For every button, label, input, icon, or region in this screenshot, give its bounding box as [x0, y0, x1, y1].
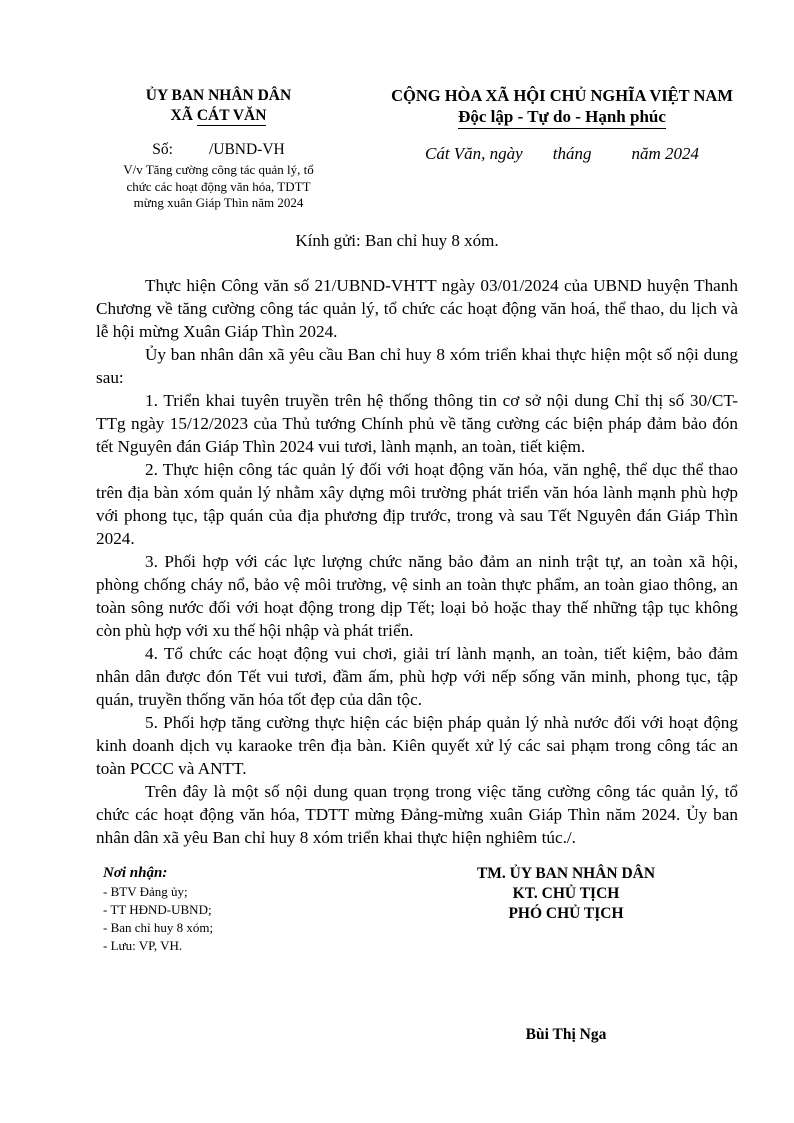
subject-line: mừng xuân Giáp Thìn năm 2024: [133, 195, 304, 210]
commune-prefix: XÃ: [170, 107, 197, 124]
signature-block: [430, 864, 702, 1045]
nation-name: CỘNG HÒA XÃ HỘI CHỦ NGHĨA VIỆT NAM: [391, 86, 733, 105]
receivers-title: Nơi nhận:: [103, 865, 168, 881]
national-motto: Độc lập - Tự do - Hạnh phúc: [458, 106, 666, 129]
document-body: [96, 274, 738, 849]
body-paragraph: Trên đây là một số nội dung quan trọng trong việc tăng cường công tác quản lý, tổ chức các hoạt động văn hóa, TDTT mừng Đảng-mừng xuân Giáp Thìn năm 2024. Ủy ban nhân dân xã yêu Ban chỉ huy 8 xóm triển khai thực hiện nghiêm túc./.: [96, 782, 738, 847]
signature-title-2: KT. CHỦ TỊCH: [512, 885, 620, 902]
receiver-item: - BTV Đảng ủy;: [103, 884, 188, 899]
body-paragraph: 5. Phối hợp tăng cường thực hiện các biện pháp quản lý nhà nước đối với hoạt động kinh doanh dịch vụ karaoke trên địa bàn. Kiên quyết xử lý các sai phạm trong công tác an toàn PCCC và ANTT.: [96, 713, 738, 778]
issuing-authority-block: [96, 86, 341, 212]
body-paragraph: 2. Thực hiện công tác quản lý đối với hoạt động văn hóa, văn nghệ, thể dục thể thao trên địa bàn xóm quản lý nhằm xây dựng môi trường phát triển văn hóa lành mạnh phù hợp với phong tục, tập quán của địa phương địp trước, trong và sau Tết Nguyên đán Giáp Thìn 2024.: [96, 460, 738, 548]
body-paragraph: Thực hiện Công văn số 21/UBND-VHTT ngày 03/01/2024 của UBND huyện Thanh Chương về tăng cường công tác quản lý, tổ chức các hoạt động văn hoá, thể thao, du lịch và lễ hội mừng Xuân Giáp Thìn 2024.: [96, 276, 738, 341]
document-number: [96, 140, 341, 160]
document-number-code: /UBND-VH: [208, 141, 285, 158]
subject-line: chức các hoạt động văn hóa, TDTT: [126, 178, 311, 194]
recipient-line: Kính gửi: Ban chỉ huy 8 xóm.: [295, 231, 499, 250]
receiver-item: - Ban chỉ huy 8 xóm;: [103, 920, 214, 935]
signer-name: Bùi Thị Nga: [525, 1026, 607, 1043]
body-paragraph: Ủy ban nhân dân xã yêu cầu Ban chỉ huy 8 xóm triển khai thực hiện một số nội dung sau:: [96, 345, 738, 387]
national-header-block: [362, 86, 762, 165]
commune-name: [96, 106, 341, 126]
commune-name-underlined: CÁT VĂN: [196, 107, 267, 124]
subject-line: V/v Tăng cường công tác quản lý, tổ: [123, 162, 314, 177]
body-paragraph: 3. Phối hợp với các lực lượng chức năng bảo đảm an ninh trật tự, an toàn xã hội, phòng chống cháy nổ, bảo vệ môi trường, vệ sinh an toàn thực phẩm, an toàn giao thông, an toàn sông nước đối với hoạt động trong dịp Tết; loại bỏ hoặc thay thế những tập tục không còn phù hợp với xu thế hội nhập và phát triển.: [96, 552, 738, 640]
authority-name: ỦY BAN NHÂN DÂN: [145, 87, 292, 104]
document-number-label: Số:: [152, 141, 173, 158]
receivers-block: [103, 864, 363, 955]
date-month: tháng: [552, 144, 592, 163]
date-year: năm 2024: [631, 144, 699, 163]
date-line: [362, 143, 762, 165]
signature-title-3: PHÓ CHỦ TỊCH: [508, 905, 624, 922]
signature-title-1: TM. ỦY BAN NHÂN DÂN: [476, 865, 656, 882]
document-subject: [96, 162, 341, 212]
receiver-item: - Lưu: VP, VH.: [103, 938, 183, 953]
date-place: Cát Văn, ngày: [424, 144, 523, 163]
body-paragraph: 4. Tổ chức các hoạt động vui chơi, giải trí lành mạnh, an toàn, tiết kiệm, bảo đảm nhân dân được đón Tết vui tươi, đầm ấm, phù hợp với nếp sống văn minh, phong tục, tập quán, truyền thống văn hóa tốt đẹp của dân tộc.: [96, 644, 738, 709]
body-paragraph: 1. Triển khai tuyên truyền trên hệ thống thông tin cơ sở nội dung Chỉ thị số 30/CT-TTg ngày 15/12/2023 của Thủ tướng Chính phủ về tăng cường các biện pháp đảm bảo đón tết Nguyên đán Giáp Thìn 2024 vui tươi, lành mạnh, an toàn, tiết kiệm.: [96, 391, 738, 456]
receiver-item: - TT HĐND-UBND;: [103, 902, 212, 917]
